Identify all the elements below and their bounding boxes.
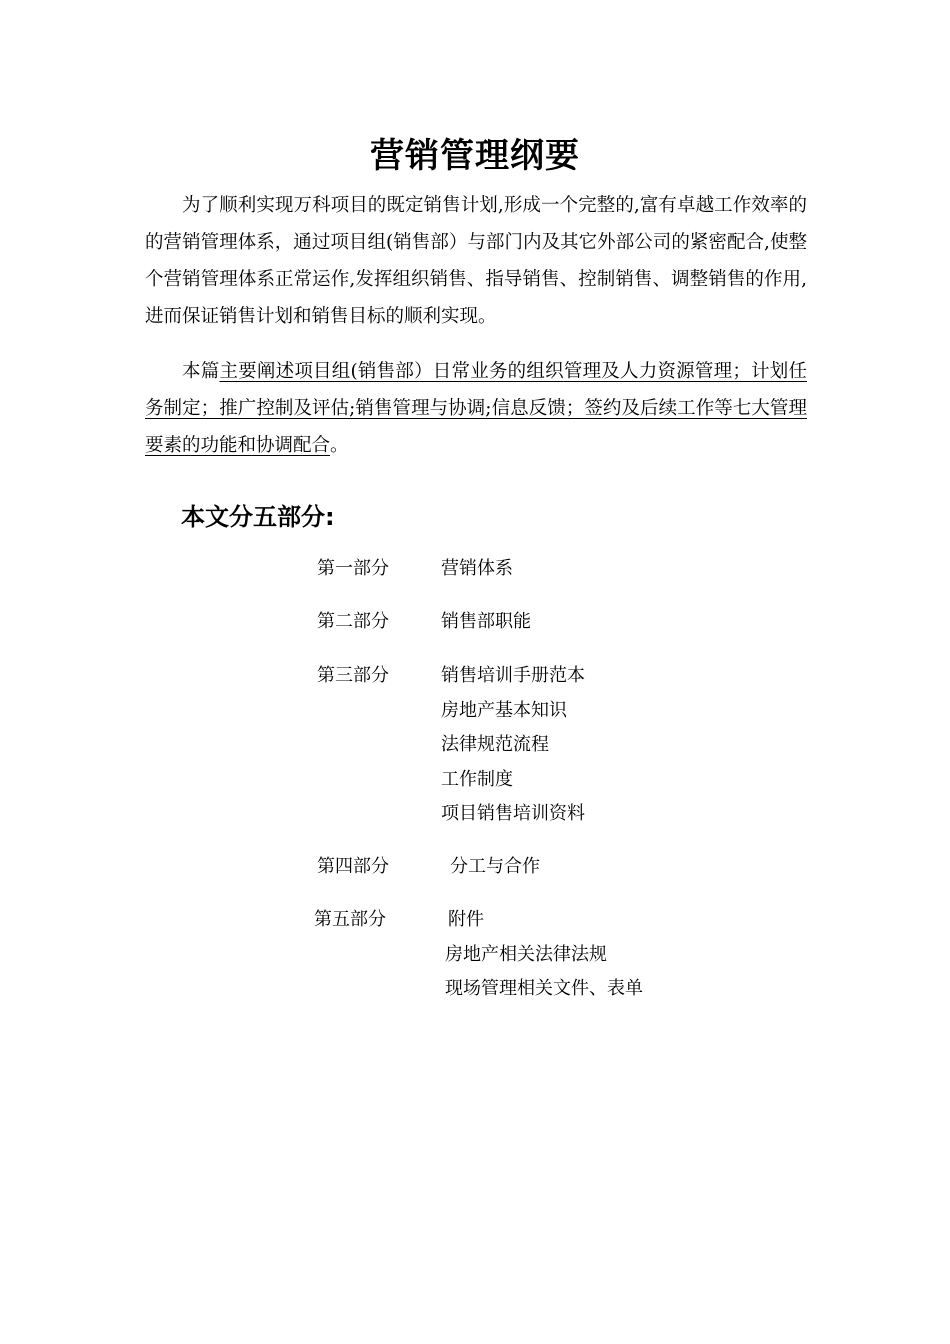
toc-part-label: 第一部分 — [317, 558, 389, 579]
toc-item: 分工与合作 — [450, 856, 540, 877]
intro-paragraph: 为了顺利实现万科项目的既定销售计划,形成一个完整的,富有卓越工作效率的的营销管理体系，通过项目组(销售部）与部门内及其它外部公司的紧密配合,使整个营销管理体系正常运作,发挥组织销售、指导销售、控制销售、调整销售的作用,进而保证销售计划和销售目标的顺利实现。 — [145, 195, 807, 327]
toc-item: 房地产相关法律法规 — [445, 943, 607, 965]
toc-item: 营销体系 — [441, 558, 513, 579]
toc-part-label: 第四部分 — [317, 856, 389, 877]
toc-item: 现场管理相关文件、表单 — [445, 978, 643, 999]
sections-heading: 本文分五部分: — [181, 503, 335, 531]
toc-part-items — [441, 659, 585, 832]
toc-item: 附件 — [448, 909, 484, 930]
toc-item: 法律规范流程 — [441, 734, 549, 755]
scope-paragraph — [145, 353, 807, 464]
toc-item: 销售培训手册范本 — [441, 665, 585, 686]
toc-item: 工作制度 — [441, 768, 513, 790]
scope-underlined-text: 主要阐述项目组(销售部）日常业务的组织管理及人力资源管理；计划任务制定；推广控制及评估;销售管理与协调;信息反馈；签约及后续工作等七大管理要素的功能和协调配合 — [145, 361, 807, 456]
scope-prefix: 本篇 — [182, 361, 220, 382]
document-title: 营销管理纲要 — [370, 136, 580, 176]
toc-part-label: 第五部分 — [314, 909, 386, 930]
toc-part-items — [441, 605, 531, 640]
toc-part-items — [450, 850, 540, 885]
toc-part-items — [445, 903, 643, 1007]
toc-item: 项目销售培训资料 — [441, 803, 585, 824]
toc-item: 销售部职能 — [441, 611, 531, 632]
toc-part-label: 第三部分 — [317, 665, 389, 686]
toc-part-items — [441, 552, 513, 587]
toc-part-label: 第二部分 — [317, 611, 389, 632]
toc-item: 房地产基本知识 — [441, 699, 567, 721]
scope-suffix: 。 — [330, 435, 349, 456]
